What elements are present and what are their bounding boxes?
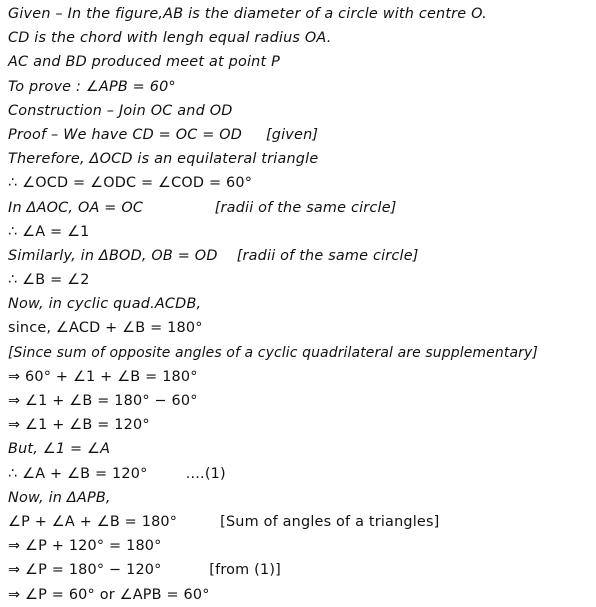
given-line-1: Given – In the figure,AB is the diameter of a circle with centre O.	[8, 6, 487, 22]
cyclic-quad-line: Now, in cyclic quad.ACDB,	[8, 296, 202, 313]
conclusion-line: ⇒ ∠P = 60° or ∠APB = 60°	[8, 586, 210, 603]
but-line: But, ∠1 = ∠A	[8, 441, 111, 458]
construction-line: Construction – Join OC and OD	[8, 102, 233, 119]
equation-1-line: ∴ ∠A + ∠B = 120° ....(1)	[8, 465, 226, 482]
proof-line: Proof – We have CD = OC = OD [given]	[8, 126, 319, 143]
step-4-line: ⇒ ∠P + 120° = 180°	[8, 538, 162, 555]
step-3-line: ⇒ ∠1 + ∠B = 120°	[8, 417, 150, 434]
given-line-2: CD is the chord with lengh equal radius OA.	[8, 30, 332, 47]
triangle-apb-line: Now, in ΔAPB,	[8, 489, 111, 506]
proof-document	[8, 2, 592, 607]
angle-b-equals-2-line: ∴ ∠B = ∠2	[8, 272, 90, 289]
given-line-3: AC and BD produced meet at point P	[8, 54, 280, 71]
to-prove-line: To prove : ∠APB = 60°	[8, 78, 176, 95]
step-2-line: ⇒ ∠1 + ∠B = 180° − 60°	[8, 393, 198, 409]
equal-angles-line: ∴ ∠OCD = ∠ODC = ∠COD = 60°	[8, 175, 253, 192]
triangle-bod-line: Similarly, in ΔBOD, OB = OD [radii of the same circle]	[8, 247, 419, 264]
angle-sum-line: ∠P + ∠A + ∠B = 180° [Sum of angles of a triangles]	[8, 513, 440, 530]
equilateral-line: Therefore, ΔOCD is an equilateral triangle	[8, 151, 319, 168]
since-line: since, ∠ACD + ∠B = 180°	[8, 320, 203, 337]
step-5-line: ⇒ ∠P = 180° − 120° [from (1)]	[8, 562, 281, 579]
supplementary-reason-line: [Since sum of opposite angles of a cyclic quadrilateral are supplementary]	[8, 344, 538, 361]
angle-a-equals-1-line: ∴ ∠A = ∠1	[8, 223, 90, 240]
triangle-aoc-line: In ΔAOC, OA = OC [radii of the same circle]	[8, 199, 397, 216]
step-1-line: ⇒ 60° + ∠1 + ∠B = 180°	[8, 368, 198, 385]
